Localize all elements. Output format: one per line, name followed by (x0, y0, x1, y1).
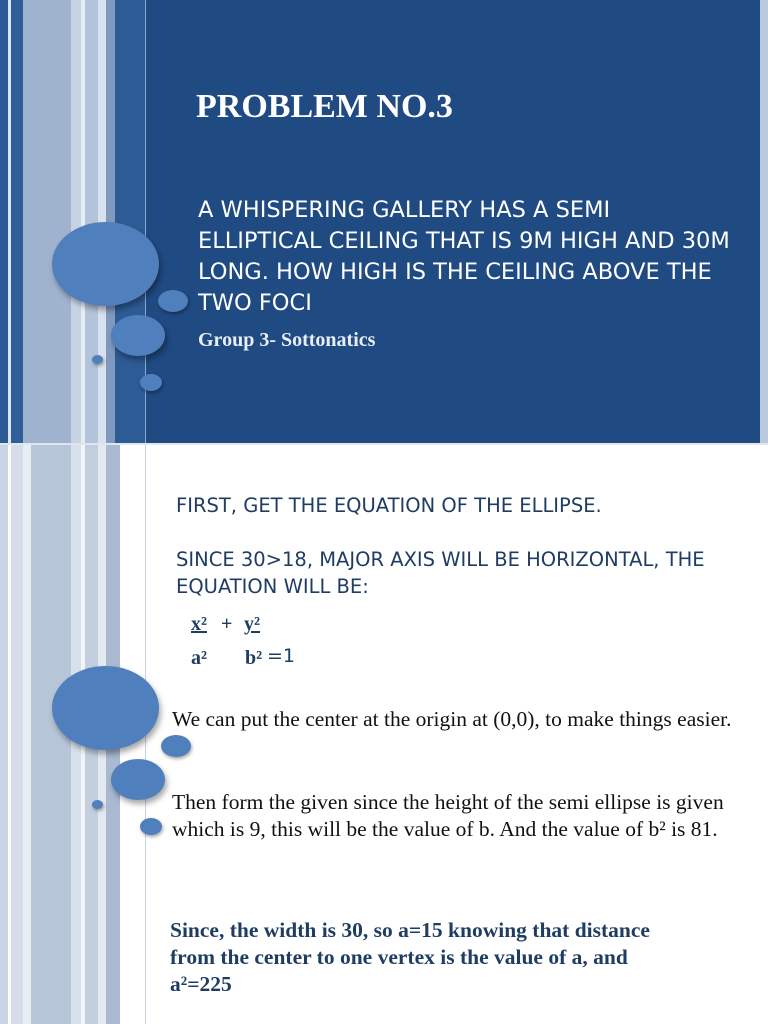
decor-strip (0, 0, 8, 443)
content-slide (0, 445, 768, 1024)
decor-strip (23, 445, 31, 1024)
decor-bubble (158, 290, 188, 312)
equation-equals: =1 (267, 645, 296, 667)
decor-strip (23, 0, 71, 443)
decor-bubble (111, 759, 165, 800)
decor-strip (11, 445, 23, 1024)
decor-strip (0, 445, 8, 1024)
equation-y-term: y² (244, 613, 260, 635)
center-origin-text: We can put the center at the origin at (0,0), to make things easier. (172, 707, 732, 731)
problem-statement: A WHISPERING GALLERY HAS A SEMI ELLIPTICAL CEILING THAT IS 9M HIGH AND 30M LONG. HOW HIGH IS THE CEILING ABOVE THE TWO FOCI (198, 197, 730, 316)
decor-bubble (161, 735, 191, 757)
decor-bubble (52, 666, 159, 750)
decor-bubble (140, 374, 162, 391)
step-one-text: FIRST, GET THE EQUATION OF THE ELLIPSE. (176, 494, 602, 517)
decor-bubble (140, 818, 162, 835)
decor-bubble (52, 222, 159, 306)
group-name: Group 3- Sottonatics (198, 329, 376, 351)
title-slide (0, 0, 768, 443)
decor-bubble (92, 800, 103, 809)
b-value-text: Then form the given since the height of the semi ellipse is given which is 9, this will be the value of b. And the value of b² is 81. (172, 790, 724, 841)
equation-plus: + (221, 613, 233, 635)
slide-title: PROBLEM NO.3 (196, 88, 453, 125)
step-two-text: SINCE 30>18, MAJOR AXIS WILL BE HORIZONTAL, THE EQUATION WILL BE: (176, 548, 705, 598)
decor-strip (85, 0, 98, 443)
equation-x-term: x² (191, 613, 207, 635)
decor-strip (71, 0, 81, 443)
a-value-text: Since, the width is 30, so a=15 knowing that distance from the center to one vertex is the value of a, and a²=225 (170, 918, 650, 996)
equation-a-term: a² (191, 647, 207, 669)
decor-bubble (111, 315, 165, 356)
equation-b-term: b² (245, 647, 263, 669)
decor-strip (115, 0, 145, 443)
decor-strip (760, 0, 768, 443)
decor-strip (11, 0, 23, 443)
decor-bubble (92, 355, 103, 364)
